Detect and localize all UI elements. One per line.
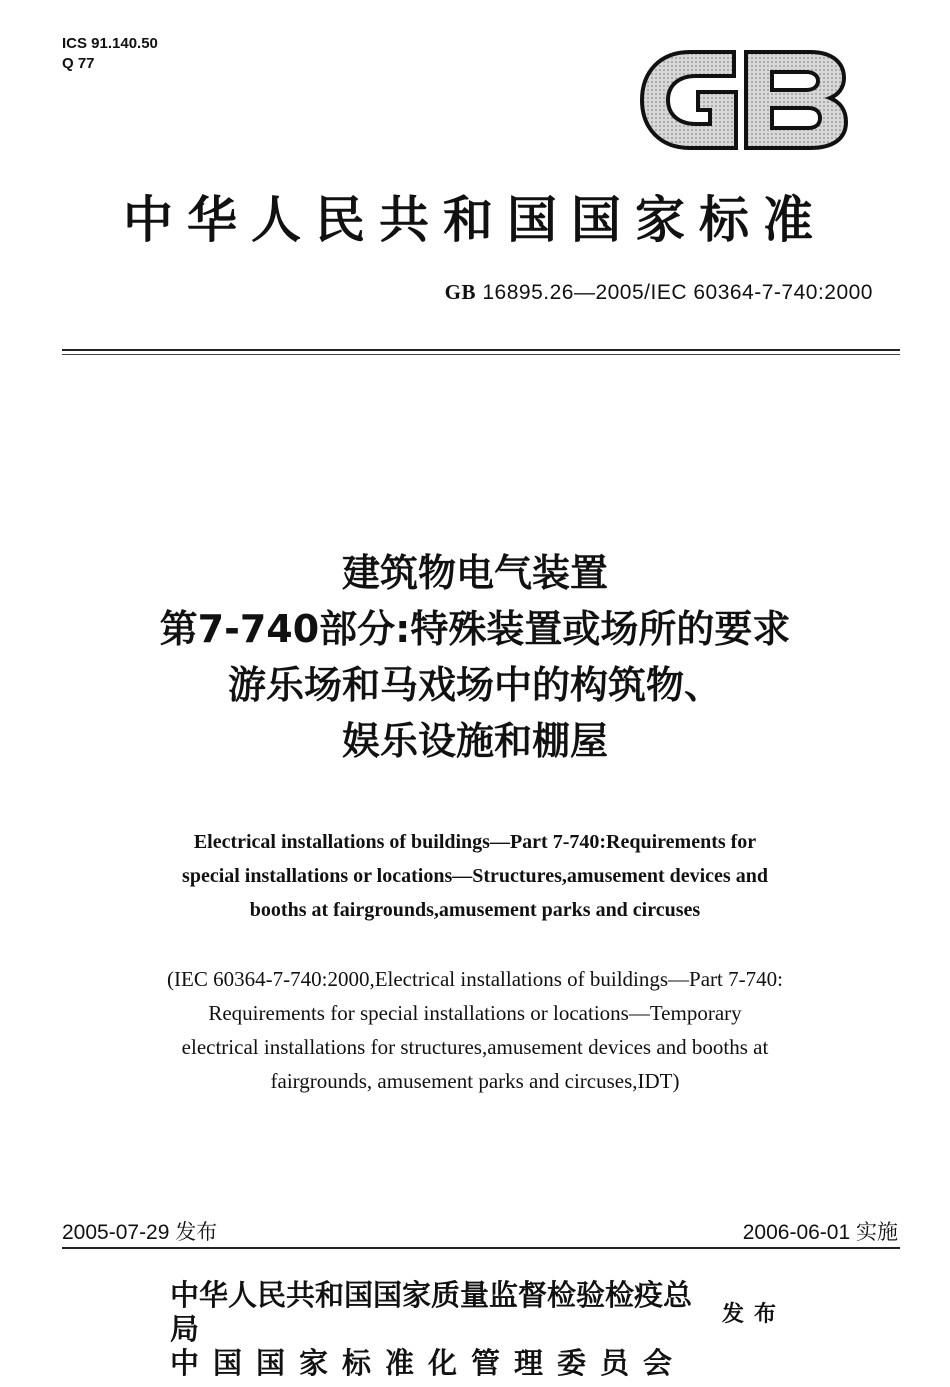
- zh-title-line: 娱乐设施和棚屋: [341, 719, 608, 763]
- standard-code: 16895.26—2005/IEC 60364-7-740:2000: [482, 281, 873, 304]
- effective-date: 2006-06-01 实施: [742, 1221, 898, 1244]
- zh-title-line: 游乐场和马戏场中的构筑物、: [227, 663, 722, 707]
- bottom-divider: [62, 1247, 900, 1249]
- zh-title-line: 建筑物电气装置: [341, 551, 608, 595]
- ccs-code: Q 77: [62, 55, 95, 72]
- issuer-line: 中国国家标准化管理委员会: [170, 1346, 687, 1380]
- top-divider: [62, 349, 900, 351]
- iec-note-line: fairgrounds, amusement parks and circuses,IDT): [270, 1069, 680, 1093]
- national-standard-title: 中华人民共和国国家标准: [123, 190, 827, 249]
- iec-note-line: (IEC 60364-7-740:2000,Electrical installations of buildings—Part 7-740:: [167, 967, 783, 991]
- classification-codes: [62, 34, 158, 74]
- standard-prefix: GB: [444, 280, 477, 304]
- gb-logo: [638, 48, 848, 152]
- en-title-line: Electrical installations of buildings—Part 7-740:Requirements for: [193, 831, 757, 853]
- issuer-line: 中华人民共和国国家质量监督检验检疫总局: [170, 1278, 693, 1346]
- iec-note-line: Requirements for special installations or locations—Temporary: [208, 1001, 742, 1025]
- top-divider-thin: [62, 354, 900, 355]
- issuing-authorities: [170, 1278, 710, 1380]
- chinese-title: [0, 545, 950, 769]
- iec-note-line: electrical installations for structures,amusement devices and booths at: [181, 1035, 769, 1059]
- en-title-line: booths at fairgrounds,amusement parks and circuses: [249, 899, 701, 921]
- zh-title-line: 第7-740部分:特殊装置或场所的要求: [159, 607, 791, 651]
- ics-code: ICS 91.140.50: [62, 35, 158, 52]
- english-title: [90, 825, 860, 927]
- iec-equivalence-note: [90, 962, 860, 1098]
- publish-label: 发布: [722, 1301, 787, 1327]
- en-title-line: special installations or locations—Structures,amusement devices and: [182, 865, 768, 887]
- standard-number: [445, 280, 873, 305]
- issue-date: 2005-07-29 发布: [62, 1221, 218, 1244]
